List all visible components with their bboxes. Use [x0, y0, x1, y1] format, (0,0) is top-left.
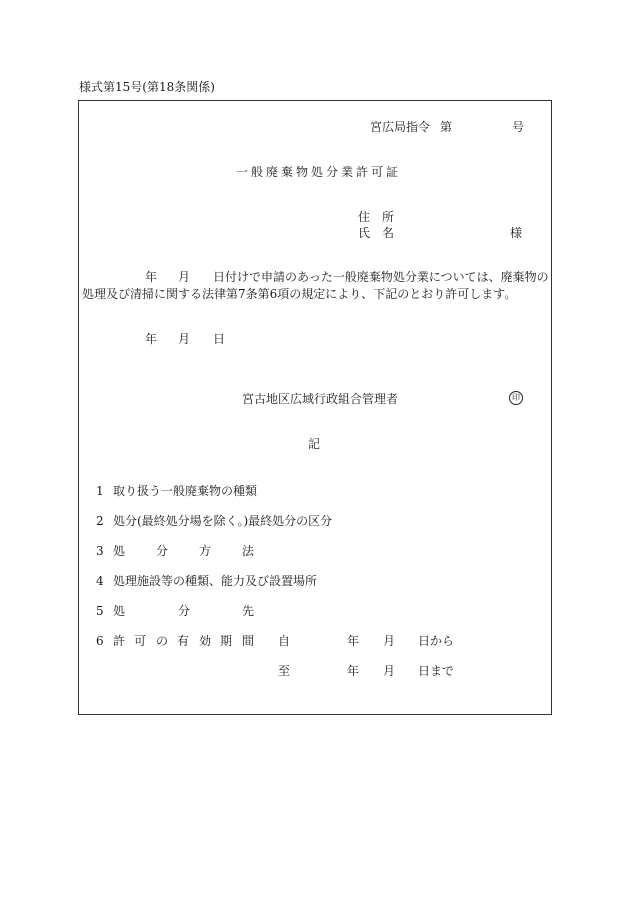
item-6-char: 可	[134, 634, 147, 648]
issue-month: 月	[178, 332, 191, 346]
item-5-number: 5	[96, 604, 104, 618]
validity-to-month: 月	[383, 664, 396, 678]
body-month: 月	[178, 270, 191, 284]
item-5-char: 先	[242, 604, 255, 618]
validity-to-year: 年	[347, 664, 360, 678]
validity-to-suffix: 日まで	[418, 664, 455, 678]
item-3-char: 分	[156, 544, 169, 558]
item-2-number: 2	[96, 514, 104, 528]
seal-stamp: 印	[509, 391, 523, 405]
validity-from-year: 年	[347, 634, 360, 648]
body-year: 年	[145, 270, 158, 284]
body-line1: 日付けで申請のあった一般廃棄物処分業については、廃棄物の	[213, 270, 549, 284]
item-3-char: 方	[199, 544, 212, 558]
issue-day: 日	[213, 332, 226, 346]
item-4-label: 処理施設等の種類、能力及び設置場所	[113, 574, 318, 588]
validity-from-suffix: 日から	[418, 634, 455, 648]
item-3-number: 3	[96, 544, 104, 558]
item-6-char: 有	[177, 634, 190, 648]
name-label: 氏 名	[358, 226, 395, 240]
item-6-number: 6	[96, 634, 104, 648]
item-3-char: 法	[242, 544, 255, 558]
item-6-char: 許	[113, 634, 126, 648]
permit-frame	[78, 100, 552, 715]
validity-from: 自	[278, 634, 291, 648]
issuer-name: 宮古地区広域行政組合管理者	[242, 392, 399, 406]
document-title: 一般廃棄物処分業許可証	[236, 165, 402, 179]
permit-number-dai: 第	[440, 120, 453, 134]
ki-heading: 記	[308, 437, 321, 451]
address-label: 住 所	[358, 210, 395, 224]
item-2-label: 処分(最終処分場を除く。)最終処分の区分	[113, 514, 333, 528]
issue-year: 年	[145, 332, 158, 346]
form-number: 様式第15号(第18条関係)	[79, 80, 215, 94]
item-1-number: 1	[96, 484, 104, 498]
permit-number-go: 号	[512, 120, 525, 134]
item-6-char: の	[156, 634, 169, 648]
permit-number-prefix: 宮広局指令	[370, 120, 431, 134]
item-4-number: 4	[96, 574, 104, 588]
item-3-char: 処	[113, 544, 126, 558]
item-6-char: 効	[199, 634, 212, 648]
item-5-char: 処	[113, 604, 126, 618]
item-6-char: 期	[220, 634, 233, 648]
item-1-label: 取り扱う一般廃棄物の種類	[113, 484, 258, 498]
body-line2: 処理及び清掃に関する法律第7条第6項の規定により、下記のとおり許可します。	[82, 287, 517, 301]
validity-to: 至	[278, 664, 291, 678]
item-6-char: 間	[242, 634, 255, 648]
validity-from-month: 月	[383, 634, 396, 648]
honorific-sama: 様	[510, 226, 523, 240]
item-5-char: 分	[178, 604, 191, 618]
